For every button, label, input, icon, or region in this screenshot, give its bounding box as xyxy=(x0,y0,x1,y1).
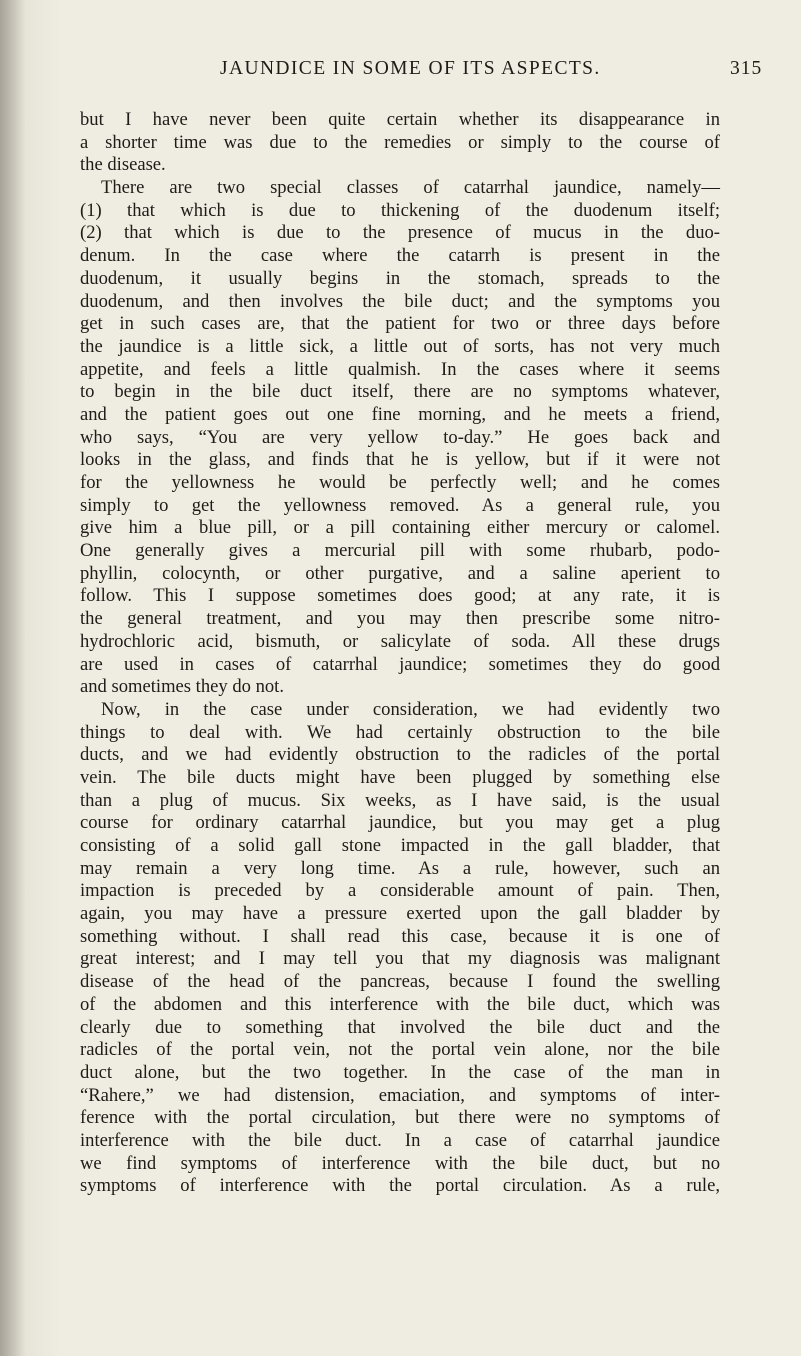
text-line: duct alone, but the two together. In the case of the man in xyxy=(80,1061,720,1083)
text-line: the jaundice is a little sick, a little out of sorts, has not very much xyxy=(80,335,720,357)
text-line: denum. In the case where the catarrh is present in the xyxy=(80,245,720,267)
text-line: are used in cases of catarrhal jaundice; sometimes they do good xyxy=(80,653,720,675)
running-head xyxy=(0,58,801,88)
text-line: than a plug of mucus. Six weeks, as I have said, is the usual xyxy=(80,789,720,811)
text-line: (1) that which is due to thickening of the duodenum itself; xyxy=(80,199,720,221)
text-line: impaction is preceded by a considerable amount of pain. Then, xyxy=(80,880,720,902)
text-line: appetite, and feels a little qualmish. In the cases where it seems xyxy=(80,358,720,380)
text-line: symptoms of interference with the portal circulation. As a rule, xyxy=(80,1175,720,1197)
text-line: things to deal with. We had certainly obstruction to the bile xyxy=(80,721,720,743)
text-line: we find symptoms of interference with the bile duct, but no xyxy=(80,1152,720,1174)
text-line: get in such cases are, that the patient for two or three days before xyxy=(80,313,720,335)
text-line: ducts, and we had evidently obstruction to the radicles of the portal xyxy=(80,744,720,766)
text-line: One generally gives a mercurial pill with some rhubarb, podo- xyxy=(80,540,720,562)
text-line: phyllin, colocynth, or other purgative, and a saline aperient to xyxy=(80,562,720,584)
text-line: and sometimes they do not. xyxy=(80,676,284,698)
text-line: interference with the bile duct. In a case of catarrhal jaundice xyxy=(80,1129,720,1151)
text-line: great interest; and I may tell you that my diagnosis was malignant xyxy=(80,948,720,970)
text-line: consisting of a solid gall stone impacted in the gall bladder, that xyxy=(80,835,720,856)
text-line: “Rahere,” we had distension, emaciation, and symptoms of inter- xyxy=(80,1084,720,1106)
text-line: simply to get the yellowness removed. As a general rule, you xyxy=(80,494,720,516)
text-line: There are two special classes of catarrhal jaundice, namely— xyxy=(101,177,720,199)
text-line: clearly due to something that involved the bile duct and the xyxy=(80,1016,720,1038)
text-line: and the patient goes out one fine morning, and he meets a friend, xyxy=(80,403,720,425)
text-line: course for ordinary catarrhal jaundice, but you may get a plug xyxy=(80,812,720,834)
spine-shadow xyxy=(0,0,26,1356)
text-line: follow. This I suppose sometimes does good; at any rate, it is xyxy=(80,585,720,607)
text-line: looks in the glass, and finds that he is yellow, but if it were not xyxy=(80,449,720,471)
text-line: a shorter time was due to the remedies or simply to the course of xyxy=(80,131,720,153)
text-line: hydrochloric acid, bismuth, or salicylate of soda. All these drugs xyxy=(80,630,720,652)
text-line: to begin in the bile duct itself, there are no symptoms whatever, xyxy=(80,381,720,403)
text-line: the general treatment, and you may then prescribe some nitro- xyxy=(80,608,720,630)
text-line: for the yellowness he would be perfectly well; and he comes xyxy=(80,472,720,493)
running-title: JAUNDICE IN SOME OF ITS ASPECTS. xyxy=(220,58,601,79)
text-line: something without. I shall read this case, because it is one of xyxy=(80,925,720,947)
body-text xyxy=(80,109,720,1198)
text-line: give him a blue pill, or a pill containing either mercury or calomel. xyxy=(80,517,720,539)
text-line: duodenum, and then involves the bile duct; and the symptoms you xyxy=(80,290,720,312)
text-line: (2) that which is due to the presence of mucus in the duo- xyxy=(80,222,720,244)
text-line: disease of the head of the pancreas, because I found the swelling xyxy=(80,971,720,993)
text-line: but I have never been quite certain whether its disappearance in xyxy=(80,109,720,130)
text-line: may remain a very long time. As a rule, however, such an xyxy=(80,857,720,879)
text-line: of the abdomen and this interference with the bile duct, which was xyxy=(80,993,720,1015)
text-line: Now, in the case under consideration, we had evidently two xyxy=(101,698,720,720)
page-number: 315 xyxy=(730,58,763,79)
text-line: who says, “You are very yellow to-day.” He goes back and xyxy=(80,426,720,448)
text-line: vein. The bile ducts might have been plugged by something else xyxy=(80,766,720,788)
text-line: radicles of the portal vein, not the portal vein alone, nor the bile xyxy=(80,1039,720,1061)
text-line: again, you may have a pressure exerted upon the gall bladder by xyxy=(80,903,720,925)
text-line: ference with the portal circulation, but there were no symptoms of xyxy=(80,1107,720,1129)
text-line: duodenum, it usually begins in the stomach, spreads to the xyxy=(80,267,720,289)
text-line: the disease. xyxy=(80,154,166,176)
